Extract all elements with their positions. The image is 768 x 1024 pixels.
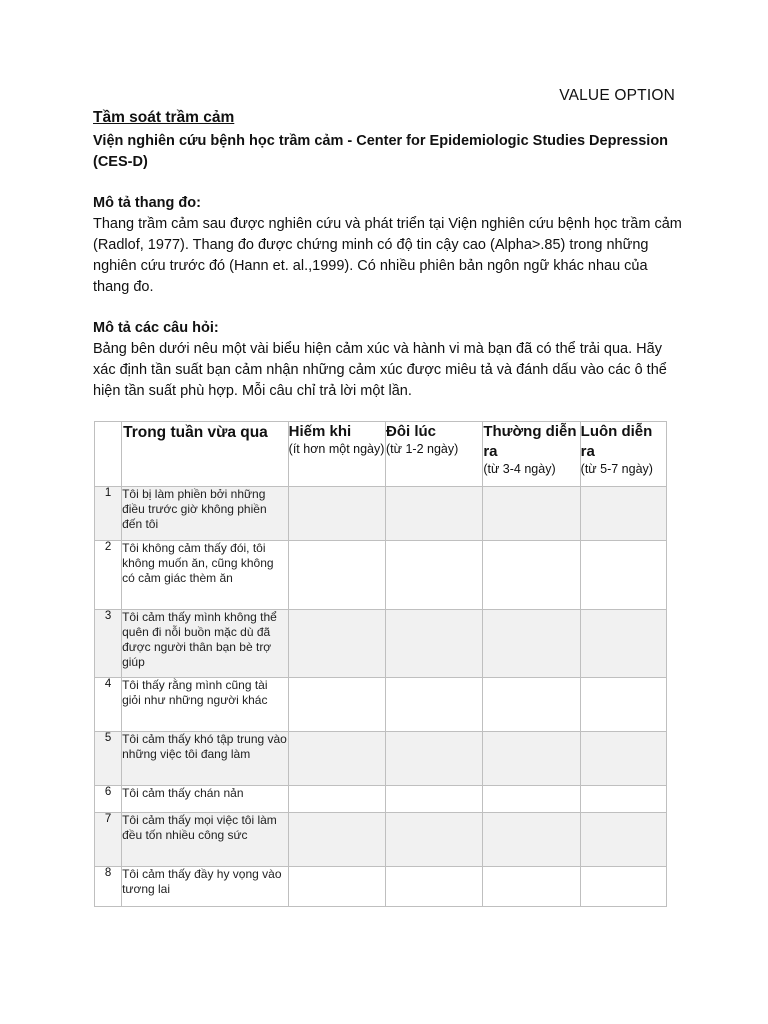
answer-cell-rarely[interactable] <box>288 487 385 541</box>
table-row <box>95 867 667 907</box>
answer-cell-often[interactable] <box>483 610 580 678</box>
answer-cell-rarely[interactable] <box>288 732 385 786</box>
answer-cell-always[interactable] <box>580 541 666 610</box>
questions-description-heading: Mô tả các câu hỏi: <box>93 320 219 336</box>
answer-cell-always[interactable] <box>580 732 666 786</box>
answer-cell-sometimes[interactable] <box>386 610 483 678</box>
row-statement: Tôi cảm thấy khó tập trung vào những việc tôi đang làm <box>122 732 289 786</box>
row-number: 8 <box>95 867 122 907</box>
answer-cell-rarely[interactable] <box>288 678 385 732</box>
row-statement: Tôi thấy rằng mình cũng tài giỏi như những người khác <box>122 678 289 732</box>
table-row <box>95 786 667 813</box>
row-number: 5 <box>95 732 122 786</box>
option-label: Thường diễn ra <box>483 423 577 460</box>
answer-cell-often[interactable] <box>483 786 580 813</box>
header-option-sometimes <box>386 422 483 487</box>
answer-cell-often[interactable] <box>483 867 580 907</box>
option-sublabel: (từ 3-4 ngày) <box>483 462 556 476</box>
answer-cell-sometimes[interactable] <box>386 678 483 732</box>
answer-cell-always[interactable] <box>580 786 666 813</box>
row-number: 6 <box>95 786 122 813</box>
table-row <box>95 813 667 867</box>
row-statement: Tôi bị làm phiền bởi những điều trước giờ không phiền đến tôi <box>122 487 289 541</box>
document-body <box>93 107 683 402</box>
header-number-cell <box>95 422 122 487</box>
option-label: Luôn diễn ra <box>580 423 653 460</box>
row-number: 2 <box>95 541 122 610</box>
row-number: 3 <box>95 610 122 678</box>
answer-cell-sometimes[interactable] <box>386 786 483 813</box>
option-label: Đôi lúc <box>386 423 437 440</box>
questions-description-text: Bảng bên dưới nêu một vài biểu hiện cảm xúc và hành vi mà bạn đã có thể trải qua. Hãy xác định tần suất bạn cảm nhận những cảm xúc được miêu tả và đánh dấu vào các ô thể hiện tần suất phù hợp. Mỗi câu chỉ trả lời một lần. <box>93 341 667 399</box>
answer-cell-always[interactable] <box>580 487 666 541</box>
answer-cell-rarely[interactable] <box>288 786 385 813</box>
document-subtitle: Viện nghiên cứu bệnh học trầm cảm - Center for Epidemiologic Studies Depression (CES-D) <box>93 133 669 170</box>
answer-cell-rarely[interactable] <box>288 813 385 867</box>
answer-cell-often[interactable] <box>483 678 580 732</box>
answer-cell-often[interactable] <box>483 813 580 867</box>
option-sublabel: (từ 1-2 ngày) <box>386 442 459 456</box>
table-row <box>95 678 667 732</box>
header-option-rarely <box>288 422 385 487</box>
option-sublabel: (ít hơn một ngày) <box>288 442 385 456</box>
header-option-always <box>580 422 666 487</box>
header-option-often <box>483 422 580 487</box>
scale-description-text: Thang trầm cảm sau được nghiên cứu và phát triển tại Viện nghiên cứu bệnh học trầm cảm (Radlof, 1977). Thang đo được chứng minh có độ tin cậy cao (Alpha>.85) trong những nghiên cứu trước đó (Hann et. al.,1999). Có nhiều phiên bản ngôn ngữ khác nhau của thang đo. <box>93 216 682 295</box>
answer-cell-sometimes[interactable] <box>386 487 483 541</box>
row-number: 1 <box>95 487 122 541</box>
answer-cell-sometimes[interactable] <box>386 541 483 610</box>
answer-cell-sometimes[interactable] <box>386 867 483 907</box>
row-statement: Tôi cảm thấy mình không thể quên đi nỗi buồn mặc dù đã được người thân bạn bè trợ giúp <box>122 610 289 678</box>
row-number: 7 <box>95 813 122 867</box>
answer-cell-rarely[interactable] <box>288 610 385 678</box>
row-statement: Tôi không cảm thấy đói, tôi không muốn ăn, cũng không có cảm giác thèm ăn <box>122 541 289 610</box>
answer-cell-rarely[interactable] <box>288 867 385 907</box>
table-row <box>95 610 667 678</box>
answer-cell-sometimes[interactable] <box>386 732 483 786</box>
brand-label: VALUE OPTION <box>559 87 675 104</box>
row-number: 4 <box>95 678 122 732</box>
answer-cell-often[interactable] <box>483 487 580 541</box>
option-label: Hiếm khi <box>288 423 352 440</box>
table-row <box>95 487 667 541</box>
answer-cell-always[interactable] <box>580 813 666 867</box>
table-row <box>95 541 667 610</box>
row-statement: Tôi cảm thấy chán nản <box>122 786 289 813</box>
table-header-row <box>95 422 667 487</box>
row-statement: Tôi cảm thấy đầy hy vọng vào tương lai <box>122 867 289 907</box>
answer-cell-sometimes[interactable] <box>386 813 483 867</box>
ces-d-table <box>94 421 667 907</box>
answer-cell-always[interactable] <box>580 610 666 678</box>
answer-cell-often[interactable] <box>483 732 580 786</box>
option-sublabel: (từ 5-7 ngày) <box>580 462 653 476</box>
row-statement: Tôi cảm thấy mọi việc tôi làm đều tốn nhiều công sức <box>122 813 289 867</box>
scale-description-heading: Mô tả thang đo: <box>93 195 201 211</box>
answer-cell-always[interactable] <box>580 678 666 732</box>
answer-cell-often[interactable] <box>483 541 580 610</box>
document-title: Tầm soát trầm cảm <box>93 109 235 126</box>
table-row <box>95 732 667 786</box>
header-item-label: Trong tuần vừa qua <box>123 424 268 441</box>
answer-cell-always[interactable] <box>580 867 666 907</box>
header-item-cell <box>122 422 289 487</box>
answer-cell-rarely[interactable] <box>288 541 385 610</box>
